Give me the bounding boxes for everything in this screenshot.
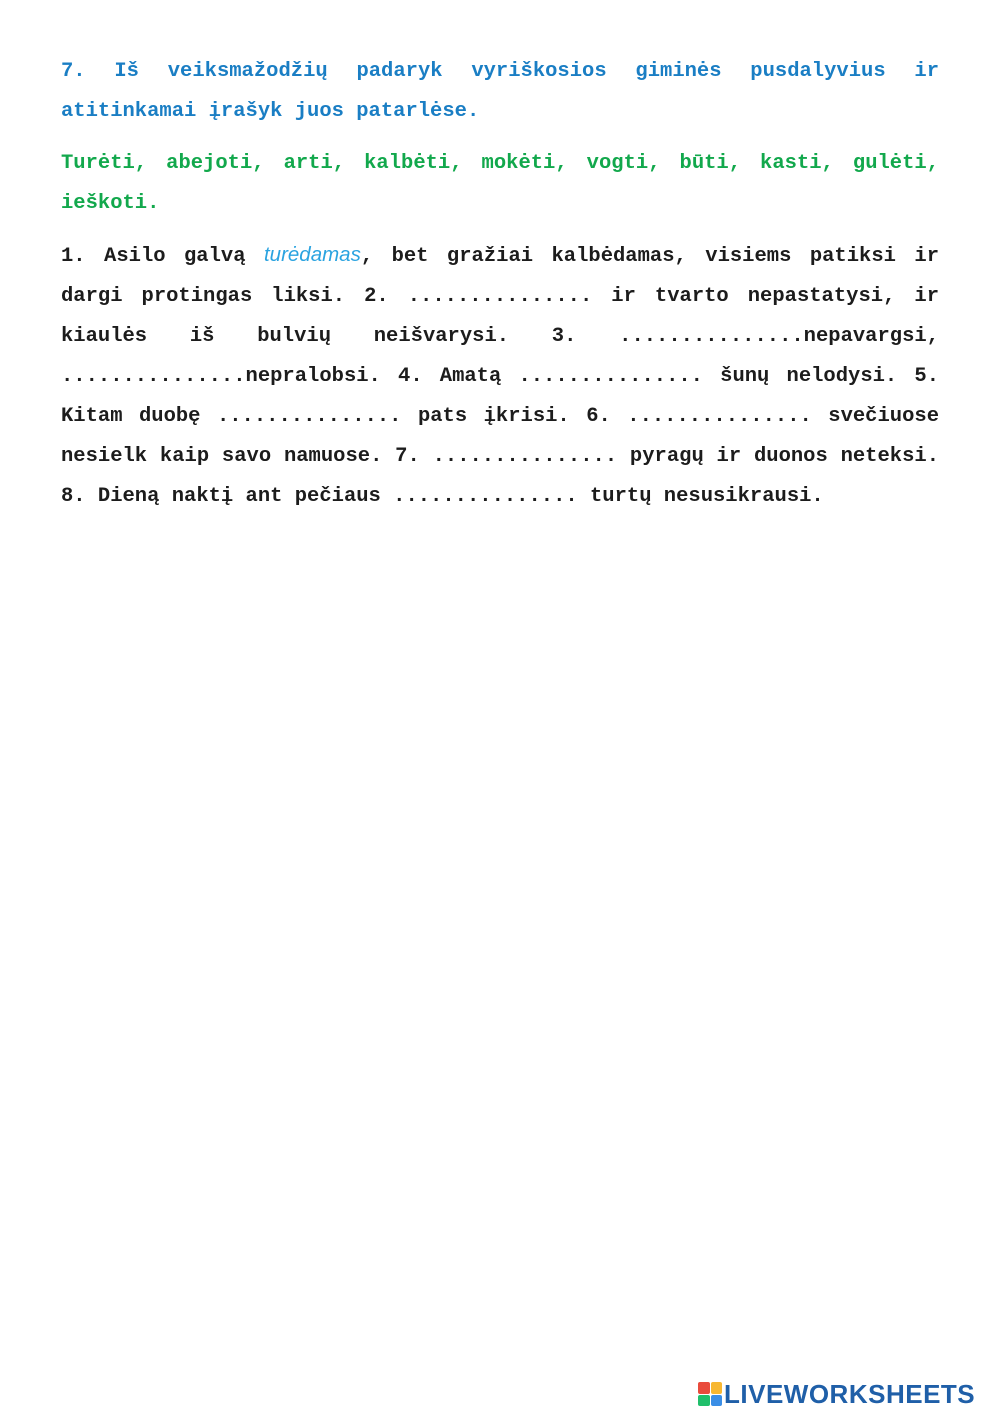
answer-field-6[interactable]: ...............: [627, 405, 812, 428]
answer-field-8[interactable]: ...............: [393, 485, 578, 508]
exercise-text: svečiuose nesielk kaip savo namuose. 7.: [61, 405, 939, 468]
exercise-text: turtų nesusikrausi.: [577, 485, 824, 508]
answer-field-2[interactable]: ...............: [407, 285, 593, 308]
liveworksheets-logo-icon: [698, 1382, 722, 1406]
exercise-text: 1. Asilo galvą: [61, 245, 264, 268]
exercise-text: pyragų ir duonos neteksi. 8. Dieną naktį ant pečiaus: [61, 445, 939, 508]
answer-field-3a[interactable]: ...............: [619, 325, 804, 348]
exercise-text: ir tvarto nepastatysi, ir kiaulės iš bulvių neišvarysi. 3.: [61, 285, 939, 348]
exercise-text: nepralobsi. 4. Amatą: [245, 365, 519, 388]
answer-field-1[interactable]: turėdamas: [263, 243, 361, 266]
exercise-text: , bet gražiai kalbėdamas, visiems patiksi ir dargi protingas liksi. 2.: [61, 245, 939, 308]
exercise-text: pats įkrisi. 6.: [401, 405, 628, 428]
proverbs-exercise: [61, 235, 939, 517]
brand-name: LIVEWORKSHEETS: [724, 1378, 976, 1409]
task-instruction: 7. Iš veiksmažodžių padaryk vyriškosios giminės pusdalyvius ir atitinkamai įrašyk juos patarlėse.: [61, 60, 939, 123]
verb-word-list: Turėti, abejoti, arti, kalbėti, mokėti, vogti, būti, kasti, gulėti, ieškoti.: [61, 152, 939, 215]
answer-field-3b[interactable]: ...............: [61, 365, 246, 388]
exercise-text: šunų nelodysi. 5. Kitam duobę: [61, 365, 939, 428]
answer-field-4[interactable]: ...............: [518, 365, 703, 388]
liveworksheets-brand: [698, 1378, 975, 1410]
worksheet-page: [61, 52, 939, 517]
answer-field-7[interactable]: ...............: [432, 445, 618, 468]
exercise-text: nepavargsi,: [803, 325, 939, 348]
answer-field-5[interactable]: ...............: [216, 405, 402, 428]
